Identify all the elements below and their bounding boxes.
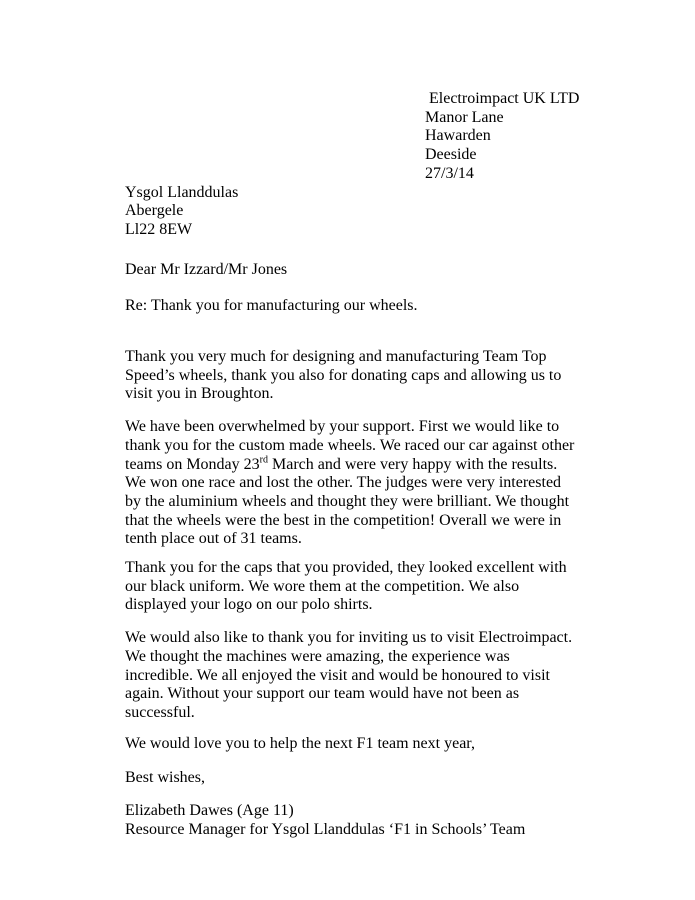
- paragraph-visit: We would also like to thank you for inviting us to visit Electroimpact. We thought the machines were amazing, the experience was incredible. We all enjoyed the visit and would be honoured to visit again. Without your support our team would have not been as successful.: [125, 629, 573, 721]
- recipient-address-block: [125, 184, 580, 240]
- paragraph-caps: Thank you for the caps that you provided, they looked excellent with our black uniform. We wore them at the competition. We also displayed your logo on our polo shirts.: [125, 559, 567, 614]
- sender-company: Electroimpact UK LTD: [429, 90, 580, 107]
- ordinal-superscript: rd: [259, 454, 268, 466]
- subject-line: Re: Thank you for manufacturing our wheels.: [125, 297, 418, 315]
- sender-street: Manor Lane: [425, 108, 504, 126]
- letter-content: [125, 0, 580, 840]
- paragraph-race-results: [125, 418, 580, 549]
- paragraph-thanks-wheels: Thank you very much for designing and manufacturing Team Top Speed’s wheels, thank you also for donating caps and allowing us to visit you in Broughton.: [125, 348, 562, 403]
- signature-name: Elizabeth Dawes (Age 11): [125, 802, 294, 820]
- paragraph-race-results-start: We have been overwhelmed by your support. First we would like to thank you for the custom made wheels. We raced our car against other teams on Monday 23: [125, 418, 575, 473]
- letter-date: 27/3/14: [425, 164, 474, 182]
- recipient-postcode: Ll22 8EW: [125, 220, 193, 238]
- recipient-town: Abergele: [125, 202, 184, 220]
- recipient-school: Ysgol Llanddulas: [125, 183, 239, 201]
- signature-role: Resource Manager for Ysgol Llanddulas ‘F1 in Schools’ Team: [125, 820, 526, 838]
- sender-county: Deeside: [425, 146, 477, 164]
- sender-town: Hawarden: [425, 127, 491, 145]
- paragraph-next-year: We would love you to help the next F1 team next year,: [125, 734, 475, 752]
- paragraph-race-results-end: March and were very happy with the results. We won one race and lost the other. The judges were very interested by the aluminium wheels and thought they were brilliant. We thought that the wheels were the best in the competition! Overall we were in tenth place out of 31 teams.: [125, 455, 570, 548]
- signature-block: [125, 802, 580, 839]
- sender-address-block: [425, 90, 580, 184]
- closing-line: Best wishes,: [125, 769, 205, 787]
- salutation: Dear Mr Izzard/Mr Jones: [125, 260, 288, 278]
